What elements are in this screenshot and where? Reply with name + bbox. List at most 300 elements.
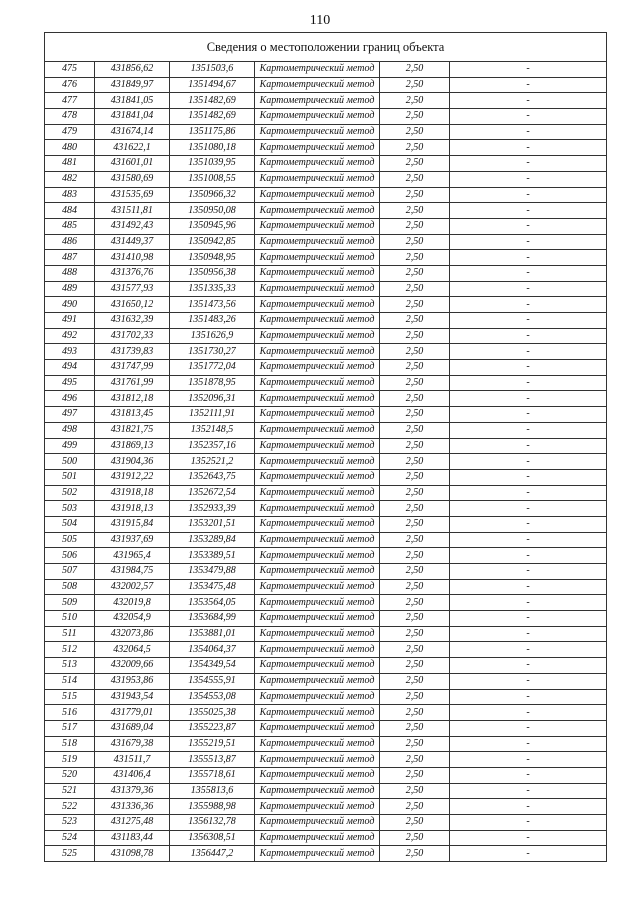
point-number-cell: 493 [45, 344, 95, 360]
description-cell: - [450, 360, 607, 376]
y-coordinate-cell: 1355025,38 [170, 705, 255, 721]
table-row [45, 438, 607, 454]
table-row [45, 516, 607, 532]
table-row [45, 736, 607, 752]
description-cell: - [450, 548, 607, 564]
point-number-cell: 508 [45, 579, 95, 595]
point-number-cell: 501 [45, 469, 95, 485]
method-cell: Картометрический метод [255, 391, 380, 407]
table-row [45, 469, 607, 485]
description-cell: - [450, 532, 607, 548]
method-cell: Картометрический метод [255, 783, 380, 799]
y-coordinate-cell: 1353684,99 [170, 611, 255, 627]
accuracy-cell: 2,50 [380, 454, 450, 470]
x-coordinate-cell: 431406,4 [95, 767, 170, 783]
table-row [45, 595, 607, 611]
y-coordinate-cell: 1351878,95 [170, 375, 255, 391]
y-coordinate-cell: 1351335,33 [170, 281, 255, 297]
method-cell: Картометрический метод [255, 234, 380, 250]
description-cell: - [450, 187, 607, 203]
point-number-cell: 476 [45, 77, 95, 93]
method-cell: Картометрический метод [255, 720, 380, 736]
y-coordinate-cell: 1354349,54 [170, 658, 255, 674]
method-cell: Картометрический метод [255, 516, 380, 532]
method-cell: Картометрический метод [255, 93, 380, 109]
description-cell: - [450, 297, 607, 313]
y-coordinate-cell: 1352672,54 [170, 485, 255, 501]
x-coordinate-cell: 431965,4 [95, 548, 170, 564]
method-cell: Картометрический метод [255, 297, 380, 313]
x-coordinate-cell: 431535,69 [95, 187, 170, 203]
point-number-cell: 523 [45, 815, 95, 831]
x-coordinate-cell: 431632,39 [95, 313, 170, 329]
description-cell: - [450, 265, 607, 281]
table-row [45, 752, 607, 768]
table-title-row [45, 33, 607, 62]
method-cell: Картометрический метод [255, 250, 380, 266]
accuracy-cell: 2,50 [380, 469, 450, 485]
x-coordinate-cell: 432054,9 [95, 611, 170, 627]
description-cell: - [450, 328, 607, 344]
accuracy-cell: 2,50 [380, 265, 450, 281]
x-coordinate-cell: 431984,75 [95, 564, 170, 580]
table-row [45, 281, 607, 297]
point-number-cell: 495 [45, 375, 95, 391]
method-cell: Картометрический метод [255, 830, 380, 846]
description-cell: - [450, 595, 607, 611]
point-number-cell: 503 [45, 501, 95, 517]
method-cell: Картометрический метод [255, 532, 380, 548]
x-coordinate-cell: 431601,01 [95, 156, 170, 172]
y-coordinate-cell: 1350945,96 [170, 218, 255, 234]
description-cell: - [450, 564, 607, 580]
y-coordinate-cell: 1350942,85 [170, 234, 255, 250]
description-cell: - [450, 689, 607, 705]
point-number-cell: 504 [45, 516, 95, 532]
method-cell: Картометрический метод [255, 265, 380, 281]
method-cell: Картометрический метод [255, 673, 380, 689]
point-number-cell: 517 [45, 720, 95, 736]
x-coordinate-cell: 431918,18 [95, 485, 170, 501]
table-row [45, 234, 607, 250]
table-row [45, 689, 607, 705]
x-coordinate-cell: 431812,18 [95, 391, 170, 407]
table-row [45, 548, 607, 564]
description-cell: - [450, 501, 607, 517]
accuracy-cell: 2,50 [380, 532, 450, 548]
y-coordinate-cell: 1352933,39 [170, 501, 255, 517]
point-number-cell: 477 [45, 93, 95, 109]
point-number-cell: 499 [45, 438, 95, 454]
table-row [45, 454, 607, 470]
y-coordinate-cell: 1350950,08 [170, 203, 255, 219]
x-coordinate-cell: 431679,38 [95, 736, 170, 752]
description-cell: - [450, 454, 607, 470]
table-row [45, 815, 607, 831]
accuracy-cell: 2,50 [380, 375, 450, 391]
method-cell: Картометрический метод [255, 360, 380, 376]
y-coordinate-cell: 1354555,91 [170, 673, 255, 689]
y-coordinate-cell: 1351503,6 [170, 62, 255, 78]
table-row [45, 564, 607, 580]
description-cell: - [450, 171, 607, 187]
accuracy-cell: 2,50 [380, 548, 450, 564]
point-number-cell: 486 [45, 234, 95, 250]
y-coordinate-cell: 1356132,78 [170, 815, 255, 831]
point-number-cell: 478 [45, 109, 95, 125]
x-coordinate-cell: 431376,76 [95, 265, 170, 281]
description-cell: - [450, 579, 607, 595]
table-row [45, 375, 607, 391]
x-coordinate-cell: 431577,93 [95, 281, 170, 297]
accuracy-cell: 2,50 [380, 830, 450, 846]
description-cell: - [450, 93, 607, 109]
description-cell: - [450, 799, 607, 815]
method-cell: Картометрический метод [255, 422, 380, 438]
table-row [45, 328, 607, 344]
x-coordinate-cell: 431702,33 [95, 328, 170, 344]
y-coordinate-cell: 1351175,86 [170, 124, 255, 140]
y-coordinate-cell: 1350948,95 [170, 250, 255, 266]
accuracy-cell: 2,50 [380, 438, 450, 454]
y-coordinate-cell: 1351008,55 [170, 171, 255, 187]
accuracy-cell: 2,50 [380, 611, 450, 627]
accuracy-cell: 2,50 [380, 281, 450, 297]
table-row [45, 297, 607, 313]
method-cell: Картометрический метод [255, 642, 380, 658]
description-cell: - [450, 438, 607, 454]
y-coordinate-cell: 1352643,75 [170, 469, 255, 485]
description-cell: - [450, 234, 607, 250]
method-cell: Картометрический метод [255, 62, 380, 78]
y-coordinate-cell: 1353564,05 [170, 595, 255, 611]
method-cell: Картометрический метод [255, 548, 380, 564]
y-coordinate-cell: 1354553,08 [170, 689, 255, 705]
point-number-cell: 522 [45, 799, 95, 815]
y-coordinate-cell: 1351494,67 [170, 77, 255, 93]
accuracy-cell: 2,50 [380, 736, 450, 752]
description-cell: - [450, 109, 607, 125]
method-cell: Картометрический метод [255, 281, 380, 297]
table-row [45, 140, 607, 156]
table-row [45, 187, 607, 203]
point-number-cell: 515 [45, 689, 95, 705]
table-row [45, 360, 607, 376]
y-coordinate-cell: 1352357,16 [170, 438, 255, 454]
method-cell: Картометрический метод [255, 815, 380, 831]
x-coordinate-cell: 431904,36 [95, 454, 170, 470]
point-number-cell: 514 [45, 673, 95, 689]
table-row [45, 501, 607, 517]
point-number-cell: 520 [45, 767, 95, 783]
accuracy-cell: 2,50 [380, 799, 450, 815]
y-coordinate-cell: 1350966,32 [170, 187, 255, 203]
x-coordinate-cell: 431511,81 [95, 203, 170, 219]
method-cell: Картометрический метод [255, 344, 380, 360]
y-coordinate-cell: 1352148,5 [170, 422, 255, 438]
description-cell: - [450, 375, 607, 391]
table-title: Сведения о местоположении границ объекта [45, 33, 607, 62]
y-coordinate-cell: 1351080,18 [170, 140, 255, 156]
table-row [45, 532, 607, 548]
point-number-cell: 498 [45, 422, 95, 438]
x-coordinate-cell: 431761,99 [95, 375, 170, 391]
point-number-cell: 506 [45, 548, 95, 564]
description-cell: - [450, 516, 607, 532]
description-cell: - [450, 281, 607, 297]
table-row [45, 407, 607, 423]
method-cell: Картометрический метод [255, 375, 380, 391]
method-cell: Картометрический метод [255, 187, 380, 203]
accuracy-cell: 2,50 [380, 689, 450, 705]
method-cell: Картометрический метод [255, 564, 380, 580]
accuracy-cell: 2,50 [380, 720, 450, 736]
table-row [45, 658, 607, 674]
table-row [45, 673, 607, 689]
table-row [45, 799, 607, 815]
x-coordinate-cell: 431650,12 [95, 297, 170, 313]
accuracy-cell: 2,50 [380, 846, 450, 862]
description-cell: - [450, 344, 607, 360]
point-number-cell: 480 [45, 140, 95, 156]
x-coordinate-cell: 431779,01 [95, 705, 170, 721]
description-cell: - [450, 140, 607, 156]
y-coordinate-cell: 1351626,9 [170, 328, 255, 344]
method-cell: Картометрический метод [255, 77, 380, 93]
y-coordinate-cell: 1355813,6 [170, 783, 255, 799]
accuracy-cell: 2,50 [380, 579, 450, 595]
y-coordinate-cell: 1351482,69 [170, 109, 255, 125]
accuracy-cell: 2,50 [380, 328, 450, 344]
x-coordinate-cell: 431943,54 [95, 689, 170, 705]
x-coordinate-cell: 431915,84 [95, 516, 170, 532]
table-row [45, 203, 607, 219]
table-row [45, 705, 607, 721]
description-cell: - [450, 62, 607, 78]
method-cell: Картометрический метод [255, 156, 380, 172]
description-cell: - [450, 626, 607, 642]
table-row [45, 93, 607, 109]
method-cell: Картометрический метод [255, 501, 380, 517]
y-coordinate-cell: 1353289,84 [170, 532, 255, 548]
method-cell: Картометрический метод [255, 705, 380, 721]
description-cell: - [450, 767, 607, 783]
method-cell: Картометрический метод [255, 736, 380, 752]
table-row [45, 642, 607, 658]
description-cell: - [450, 830, 607, 846]
method-cell: Картометрический метод [255, 626, 380, 642]
x-coordinate-cell: 431849,97 [95, 77, 170, 93]
accuracy-cell: 2,50 [380, 485, 450, 501]
description-cell: - [450, 218, 607, 234]
point-number-cell: 511 [45, 626, 95, 642]
description-cell: - [450, 720, 607, 736]
table-row [45, 109, 607, 125]
method-cell: Картометрический метод [255, 799, 380, 815]
y-coordinate-cell: 1353881,01 [170, 626, 255, 642]
point-number-cell: 487 [45, 250, 95, 266]
accuracy-cell: 2,50 [380, 595, 450, 611]
accuracy-cell: 2,50 [380, 77, 450, 93]
description-cell: - [450, 752, 607, 768]
y-coordinate-cell: 1350956,38 [170, 265, 255, 281]
accuracy-cell: 2,50 [380, 705, 450, 721]
point-number-cell: 525 [45, 846, 95, 862]
description-cell: - [450, 391, 607, 407]
method-cell: Картометрический метод [255, 752, 380, 768]
table-row [45, 611, 607, 627]
point-number-cell: 475 [45, 62, 95, 78]
point-number-cell: 521 [45, 783, 95, 799]
table-row [45, 767, 607, 783]
method-cell: Картометрический метод [255, 595, 380, 611]
accuracy-cell: 2,50 [380, 658, 450, 674]
accuracy-cell: 2,50 [380, 407, 450, 423]
point-number-cell: 510 [45, 611, 95, 627]
description-cell: - [450, 469, 607, 485]
description-cell: - [450, 422, 607, 438]
description-cell: - [450, 658, 607, 674]
description-cell: - [450, 736, 607, 752]
point-number-cell: 479 [45, 124, 95, 140]
x-coordinate-cell: 431918,13 [95, 501, 170, 517]
x-coordinate-cell: 431747,99 [95, 360, 170, 376]
method-cell: Картометрический метод [255, 124, 380, 140]
method-cell: Картометрический метод [255, 469, 380, 485]
x-coordinate-cell: 432073,86 [95, 626, 170, 642]
method-cell: Картометрический метод [255, 485, 380, 501]
table-row [45, 265, 607, 281]
accuracy-cell: 2,50 [380, 297, 450, 313]
point-number-cell: 482 [45, 171, 95, 187]
y-coordinate-cell: 1351730,27 [170, 344, 255, 360]
point-number-cell: 509 [45, 595, 95, 611]
table-row [45, 77, 607, 93]
y-coordinate-cell: 1351772,04 [170, 360, 255, 376]
x-coordinate-cell: 431511,7 [95, 752, 170, 768]
point-number-cell: 524 [45, 830, 95, 846]
point-number-cell: 502 [45, 485, 95, 501]
x-coordinate-cell: 431821,75 [95, 422, 170, 438]
point-number-cell: 481 [45, 156, 95, 172]
accuracy-cell: 2,50 [380, 62, 450, 78]
method-cell: Картометрический метод [255, 203, 380, 219]
y-coordinate-cell: 1354064,37 [170, 642, 255, 658]
table-row [45, 156, 607, 172]
accuracy-cell: 2,50 [380, 187, 450, 203]
table-row [45, 124, 607, 140]
x-coordinate-cell: 431689,04 [95, 720, 170, 736]
accuracy-cell: 2,50 [380, 391, 450, 407]
x-coordinate-cell: 431379,36 [95, 783, 170, 799]
accuracy-cell: 2,50 [380, 140, 450, 156]
y-coordinate-cell: 1356308,51 [170, 830, 255, 846]
point-number-cell: 488 [45, 265, 95, 281]
description-cell: - [450, 846, 607, 862]
description-cell: - [450, 156, 607, 172]
x-coordinate-cell: 431869,13 [95, 438, 170, 454]
accuracy-cell: 2,50 [380, 218, 450, 234]
point-number-cell: 485 [45, 218, 95, 234]
point-number-cell: 491 [45, 313, 95, 329]
x-coordinate-cell: 431912,22 [95, 469, 170, 485]
x-coordinate-cell: 431841,04 [95, 109, 170, 125]
accuracy-cell: 2,50 [380, 501, 450, 517]
x-coordinate-cell: 431449,37 [95, 234, 170, 250]
description-cell: - [450, 485, 607, 501]
accuracy-cell: 2,50 [380, 234, 450, 250]
method-cell: Картометрический метод [255, 407, 380, 423]
table-row [45, 344, 607, 360]
table-row [45, 250, 607, 266]
x-coordinate-cell: 431937,69 [95, 532, 170, 548]
y-coordinate-cell: 1355219,51 [170, 736, 255, 752]
accuracy-cell: 2,50 [380, 344, 450, 360]
x-coordinate-cell: 431841,05 [95, 93, 170, 109]
x-coordinate-cell: 431336,36 [95, 799, 170, 815]
method-cell: Картометрический метод [255, 846, 380, 862]
accuracy-cell: 2,50 [380, 250, 450, 266]
x-coordinate-cell: 431813,45 [95, 407, 170, 423]
method-cell: Картометрический метод [255, 171, 380, 187]
y-coordinate-cell: 1353475,48 [170, 579, 255, 595]
method-cell: Картометрический метод [255, 313, 380, 329]
description-cell: - [450, 611, 607, 627]
point-number-cell: 500 [45, 454, 95, 470]
method-cell: Картометрический метод [255, 767, 380, 783]
table-row [45, 830, 607, 846]
table-row [45, 313, 607, 329]
y-coordinate-cell: 1356447,2 [170, 846, 255, 862]
accuracy-cell: 2,50 [380, 752, 450, 768]
x-coordinate-cell: 432009,66 [95, 658, 170, 674]
method-cell: Картометрический метод [255, 689, 380, 705]
point-number-cell: 516 [45, 705, 95, 721]
y-coordinate-cell: 1351039,95 [170, 156, 255, 172]
accuracy-cell: 2,50 [380, 673, 450, 689]
table-row [45, 720, 607, 736]
description-cell: - [450, 203, 607, 219]
table-row [45, 846, 607, 862]
method-cell: Картометрический метод [255, 579, 380, 595]
x-coordinate-cell: 431410,98 [95, 250, 170, 266]
point-number-cell: 497 [45, 407, 95, 423]
x-coordinate-cell: 431856,62 [95, 62, 170, 78]
point-number-cell: 512 [45, 642, 95, 658]
x-coordinate-cell: 431622,1 [95, 140, 170, 156]
y-coordinate-cell: 1351482,69 [170, 93, 255, 109]
y-coordinate-cell: 1355513,87 [170, 752, 255, 768]
accuracy-cell: 2,50 [380, 109, 450, 125]
point-number-cell: 483 [45, 187, 95, 203]
point-number-cell: 518 [45, 736, 95, 752]
point-number-cell: 489 [45, 281, 95, 297]
method-cell: Картометрический метод [255, 328, 380, 344]
accuracy-cell: 2,50 [380, 626, 450, 642]
table-row [45, 171, 607, 187]
accuracy-cell: 2,50 [380, 171, 450, 187]
description-cell: - [450, 642, 607, 658]
y-coordinate-cell: 1353479,88 [170, 564, 255, 580]
table-row [45, 783, 607, 799]
point-number-cell: 494 [45, 360, 95, 376]
method-cell: Картометрический метод [255, 140, 380, 156]
method-cell: Картометрический метод [255, 218, 380, 234]
method-cell: Картометрический метод [255, 438, 380, 454]
x-coordinate-cell: 431492,43 [95, 218, 170, 234]
x-coordinate-cell: 431739,83 [95, 344, 170, 360]
method-cell: Картометрический метод [255, 611, 380, 627]
